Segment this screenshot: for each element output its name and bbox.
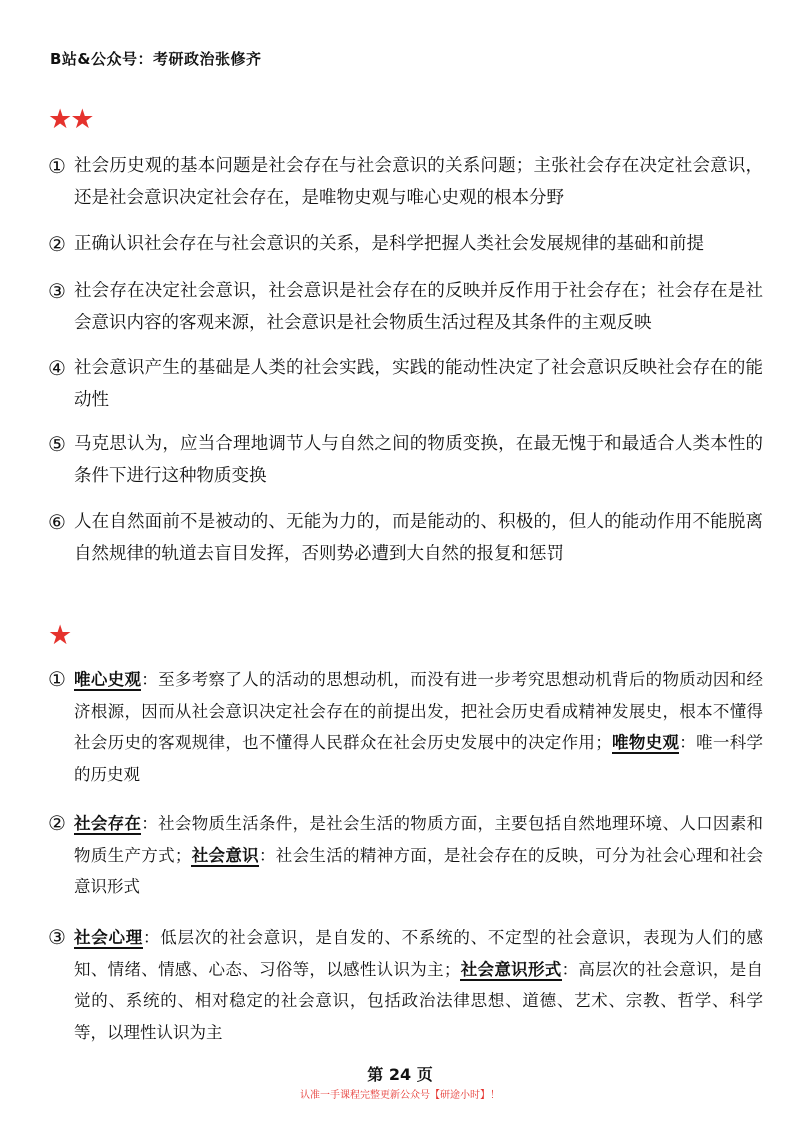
definition: ：低层次的社会意识，是自发的、不系统的、不定型的社会意识，表现为人们的感知、情绪、情感、心态、习俗等，以感性认识为主； <box>74 928 764 979</box>
term: 社会意识形式 <box>460 959 562 979</box>
definition: ：高层次的社会意识，是自觉的、系统的、相对稳定的社会意识，包括政治法律思想、道德、艺术、宗教、哲学、科学等，以理性认识为主 <box>74 959 763 1042</box>
item-number: ⑤ <box>48 432 66 456</box>
one-star-rating-icon: ★ <box>48 620 71 651</box>
term: 唯物史观 <box>611 733 680 752</box>
term: 社会意识 <box>191 845 259 865</box>
item-number: ① <box>48 154 66 178</box>
item-text: 社会存在决定社会意识，社会意识是社会存在的反映并反作用于社会存在；社会存在是社会意识内容的客观来源，社会意识是社会物质生活过程及其条件的主观反映 <box>74 281 763 333</box>
definition: ：至多考察了人的活动的思想动机，而没有进一步考究思想动机背后的物质动因和经济根源，因而从社会意识决定社会存在的前提出发，把社会历史看成精神发展史，根本不懂得社会历史的客观规律，也不懂得人民群众在社会历史发展中的决定作用； <box>74 670 763 752</box>
two-star-rating-icon: ★★ <box>48 104 93 135</box>
page-header: B站&公众号：考研政治张修齐 <box>50 50 262 68</box>
list-item <box>48 275 763 339</box>
item-text <box>48 664 763 790</box>
list-item <box>48 228 763 260</box>
definition: ：社会物质生活条件，是社会生活的物质方面，主要包括自然地理环境、人口因素和物质生产方式； <box>74 814 763 865</box>
item-number: ② <box>48 232 66 256</box>
footer-note: 认准一手课程完整更新公众号【研途小时】！ <box>300 1090 500 1101</box>
term: 社会心理 <box>74 928 143 947</box>
item-number: ③ <box>48 279 66 303</box>
list-item <box>48 428 763 492</box>
list-item <box>48 352 763 416</box>
term: 唯心史观 <box>74 670 142 689</box>
definition-item <box>48 664 763 790</box>
item-text: 正确认识社会存在与社会意识的关系，是科学把握人类社会发展规律的基础和前提 <box>74 234 704 254</box>
list-item <box>48 506 763 570</box>
item-text <box>48 922 763 1048</box>
item-number: ⑥ <box>48 510 66 534</box>
item-text: 社会历史观的基本问题是社会存在与社会意识的关系问题；主张社会存在决定社会意识，还是社会意识决定社会存在，是唯物史观与唯心史观的根本分野 <box>74 156 763 208</box>
definition: ：社会生活的精神方面，是社会存在的反映，可分为社会心理和社会意识形式 <box>74 845 763 896</box>
item-number: ① <box>48 667 66 691</box>
item-text: 马克思认为，应当合理地调节人与自然之间的物质变换，在最无愧于和最适合人类本性的条件下进行这种物质变换 <box>74 434 763 486</box>
term: 社会存在 <box>74 814 142 833</box>
definition-item <box>48 922 763 1048</box>
item-text <box>48 808 763 903</box>
item-number: ④ <box>48 356 66 380</box>
item-number: ② <box>48 811 66 835</box>
page-number: 第 24 页 <box>367 1065 433 1084</box>
item-text: 人在自然面前不是被动的、无能为力的，而是能动的、积极的，但人的能动作用不能脱离自然规律的轨道去盲目发挥，否则势必遭到大自然的报复和惩罚 <box>74 512 763 564</box>
item-number: ③ <box>48 925 66 949</box>
item-text: 社会意识产生的基础是人类的社会实践，实践的能动性决定了社会意识反映社会存在的能动性 <box>74 358 763 410</box>
definition-item <box>48 808 763 903</box>
definition: ：唯一科学的历史观 <box>74 733 763 784</box>
list-item <box>48 150 763 214</box>
